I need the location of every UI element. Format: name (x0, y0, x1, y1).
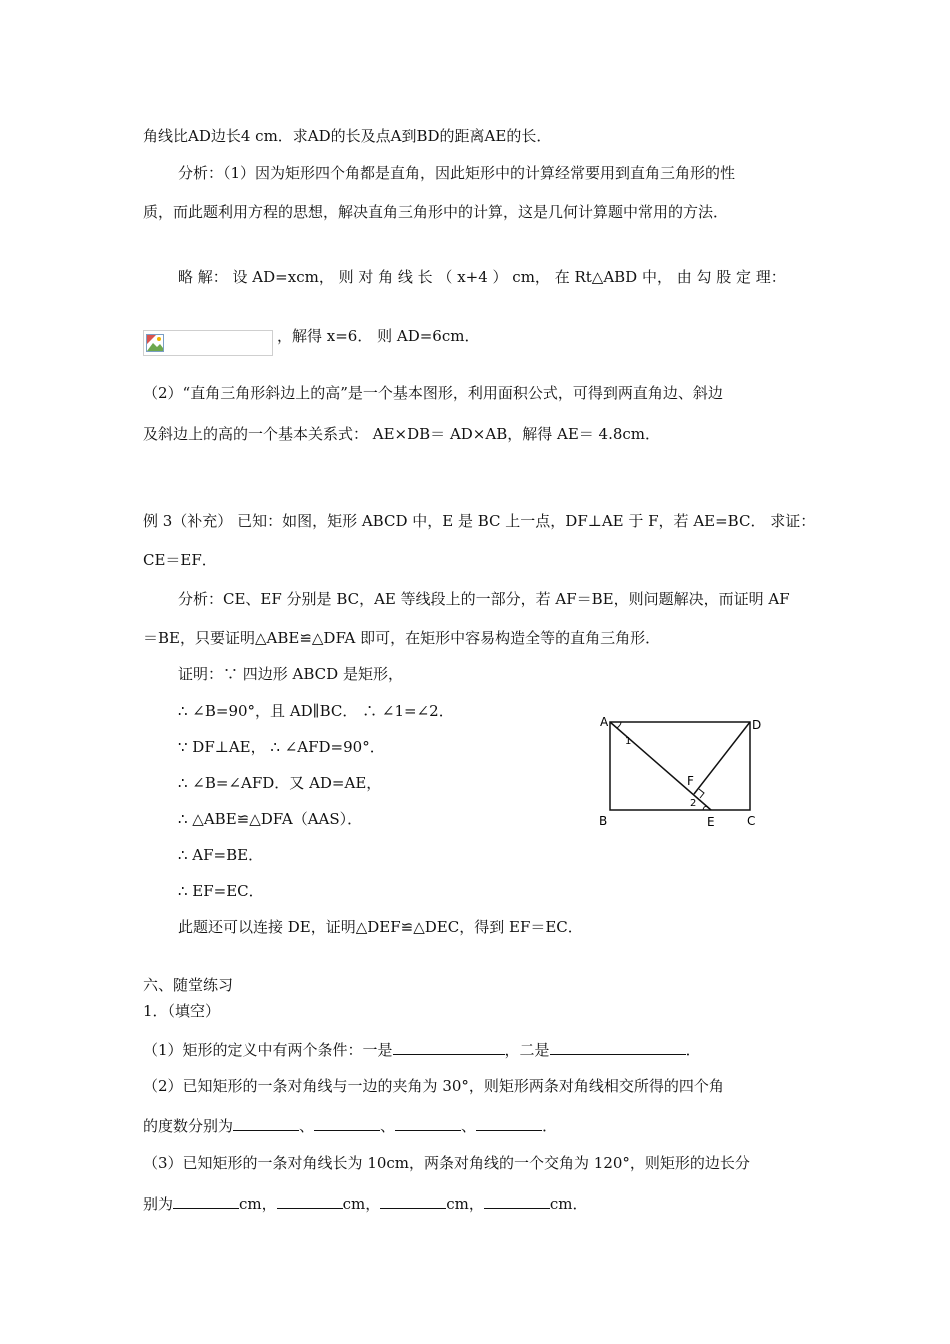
text-line: CE＝EF． (143, 551, 217, 569)
sep: 、 (461, 1117, 477, 1135)
proof-line: ∴ AF=BE． (178, 846, 264, 864)
text-line: ＝BE，只要证明△ABE≌△DFA 即可，在矩形中容易构造全等的直角三角形． (143, 629, 661, 647)
label-angle2: 2 (690, 798, 697, 809)
proof-line: ∵ DF⊥AE， ∴ ∠AFD=90°． (178, 738, 385, 756)
text-line: （2）“直角三角形斜边上的高”是一个基本图形，利用面积公式，可得到两直角边、斜边 (143, 384, 723, 402)
sep: 、 (380, 1117, 396, 1135)
answer-blank[interactable] (173, 1193, 239, 1209)
q2-pre: 的度数分别为 (143, 1117, 234, 1135)
example-title: 例 3（补充） 已知：如图，矩形 ABCD 中，E 是 BC 上一点，DF⊥AE 于 F，若 AE=BC． 求证： (143, 512, 816, 530)
solution-line: 略 解： 设 AD=xcm， 则 对 角 线 长 （ x+4 ） cm， 在 Rt△ABD 中， 由 勾 股 定 理： (178, 268, 786, 286)
answer-blank[interactable] (484, 1193, 550, 1209)
q1-text: （1）矩形的定义中有两个条件：一是 (143, 1041, 393, 1059)
broken-image-placeholder (143, 330, 273, 356)
question-heading: 1．（填空） (143, 1002, 221, 1020)
answer-blank[interactable] (277, 1193, 343, 1209)
answer-blank[interactable] (314, 1115, 380, 1131)
exercise-q2: （2）已知矩形的一条对角线与一边的夹角为 30°，则矩形两条对角线相交所得的四个角 (143, 1077, 724, 1095)
proof-line: 证明：∵ 四边形 ABCD 是矩形， (178, 665, 403, 683)
label-c: C (747, 814, 756, 828)
analysis-line: 分析：（1）因为矩形四个角都是直角，因此矩形中的计算经常要用到直角三角形的性 (178, 164, 736, 182)
exercise-q1 (143, 1039, 701, 1060)
text-line: 角线比AD边长4 cm．求AD的长及点A到BD的距离AE的长． (143, 127, 552, 145)
unit: cm， (239, 1195, 277, 1213)
unit: cm， (446, 1195, 484, 1213)
text-line: 质，而此题利用方程的思想，解决直角三角形中的计算，这是几何计算题中常用的方法． (143, 203, 729, 221)
text-line: 此题还可以连接 DE，证明△DEF≌△DEC，得到 EF＝EC． (178, 918, 583, 936)
exercise-q2-blanks (143, 1115, 557, 1136)
proof-line: ∴ ∠B=90°，且 AD∥BC． ∴ ∠1=∠2． (178, 702, 454, 720)
q2-end: ． (542, 1117, 558, 1135)
exercise-q3-blanks (143, 1193, 588, 1214)
analysis-line: 分析：CE、EF 分别是 BC，AE 等线段上的一部分，若 AF＝BE，则问题解决，而证明 AF (178, 590, 790, 608)
q1-end: ． (685, 1041, 701, 1059)
label-f: F (687, 774, 694, 788)
answer-blank[interactable] (550, 1039, 686, 1055)
answer-blank[interactable] (393, 1039, 505, 1055)
proof-line: ∴ △ABE≌△DFA（AAS）． (178, 810, 363, 828)
text-line: ，解得 x=6． 则 AD=6cm． (277, 327, 480, 345)
proof-line: ∴ EF=EC． (178, 882, 264, 900)
label-a: A (600, 715, 609, 729)
unit: cm， (342, 1195, 381, 1213)
label-e: E (707, 815, 715, 829)
answer-blank[interactable] (395, 1115, 461, 1131)
segment-df (694, 722, 750, 794)
section-title: 六、随堂练习 (143, 976, 234, 994)
label-angle1: 1 (625, 736, 632, 747)
q1-mid: ，二是 (504, 1041, 550, 1059)
right-angle-mark (699, 789, 704, 798)
exercise-q3: （3）已知矩形的一条对角线长为 10cm，两条对角线的一个交角为 120°，则矩形的边长分 (143, 1154, 750, 1172)
label-b: B (599, 814, 608, 828)
rectangle-figure (590, 710, 770, 835)
image-icon (146, 334, 164, 352)
label-d: D (752, 718, 762, 732)
answer-blank[interactable] (233, 1115, 299, 1131)
unit-end: cm． (549, 1195, 588, 1213)
answer-blank[interactable] (380, 1193, 446, 1209)
text-line: 及斜边上的高的一个基本关系式： AE×DB＝ AD×AB，解得 AE＝ 4.8cm． (143, 425, 661, 443)
answer-blank[interactable] (476, 1115, 542, 1131)
proof-line: ∴ ∠B=∠AFD．又 AD=AE， (178, 774, 382, 792)
angle1-arc (617, 722, 621, 728)
sep: 、 (299, 1117, 315, 1135)
q3-pre: 别为 (143, 1195, 174, 1213)
